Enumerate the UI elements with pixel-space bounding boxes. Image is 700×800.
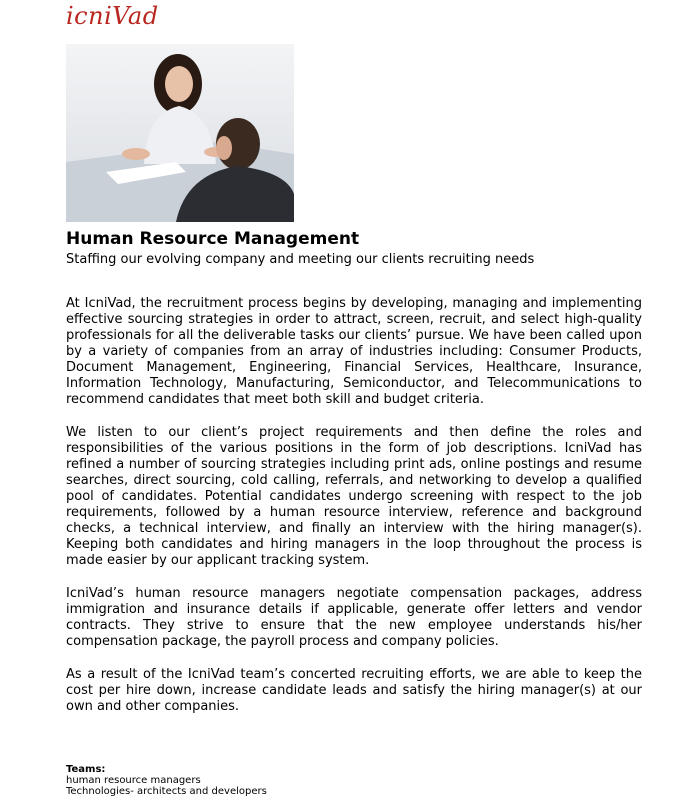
team-item: human resource managers bbox=[66, 775, 201, 786]
paragraph-process: We listen to our client’s project requirements and then define the roles and responsibilities of the various positions in the form of job descriptions. IcniVad has refined a number of sourcing strategies including print ads, online postings and resume searches, direct sourcing, cold calling, referrals, and networking to develop a qualified pool of candidates. Potential candidates undergo screening with respect to the job requirements, followed by a human resource interview, reference and background checks, a technical interview, and finally an interview with the hiring manager(s). Keeping both candidates and hiring managers in the loop throughout the process is made easier by our applicant tracking system. bbox=[66, 425, 642, 568]
paragraph-intro: At IcniVad, the recruitment process begins by developing, managing and implementing effective sourcing strategies in order to attract, screen, recruit, and select high-quality professionals for all the deliverable tasks our clients’ pursue. We have been called upon by a variety of companies from an array of industries including: Consumer Products, Document Management, Engineering, Financial Services, Healthcare, Insurance, Information Technology, Manufacturing, Semiconductor, and Telecommunications to recommend candidates that meet both skill and budget criteria. bbox=[66, 296, 642, 407]
interview-photo bbox=[66, 44, 294, 222]
teams-section: Teams: human resource managers Technologies- architects and developers bbox=[66, 764, 267, 797]
interview-illustration bbox=[66, 44, 294, 222]
paragraph-results: As a result of the IcniVad team’s concerted recruiting efforts, we are able to keep the cost per hire down, increase candidate leads and satisfy the hiring manager(s) at our own and other companies. bbox=[66, 667, 642, 714]
page-subtitle: Staffing our evolving company and meeting our clients recruiting needs bbox=[66, 252, 535, 267]
teams-label: Teams bbox=[66, 764, 102, 775]
page-title: Human Resource Management bbox=[66, 229, 360, 249]
company-logo: icniVad bbox=[66, 2, 159, 30]
paragraph-compensation: IcniVad’s human resource managers negotiate compensation packages, address immigration and insurance details if applicable, generate offer letters and vendor contracts. They strive to ensure that the new employee understands his/her compensation package, the payroll process and company policies. bbox=[66, 586, 642, 649]
team-item: Technologies- architects and developers bbox=[66, 786, 267, 797]
body-text bbox=[66, 296, 642, 732]
